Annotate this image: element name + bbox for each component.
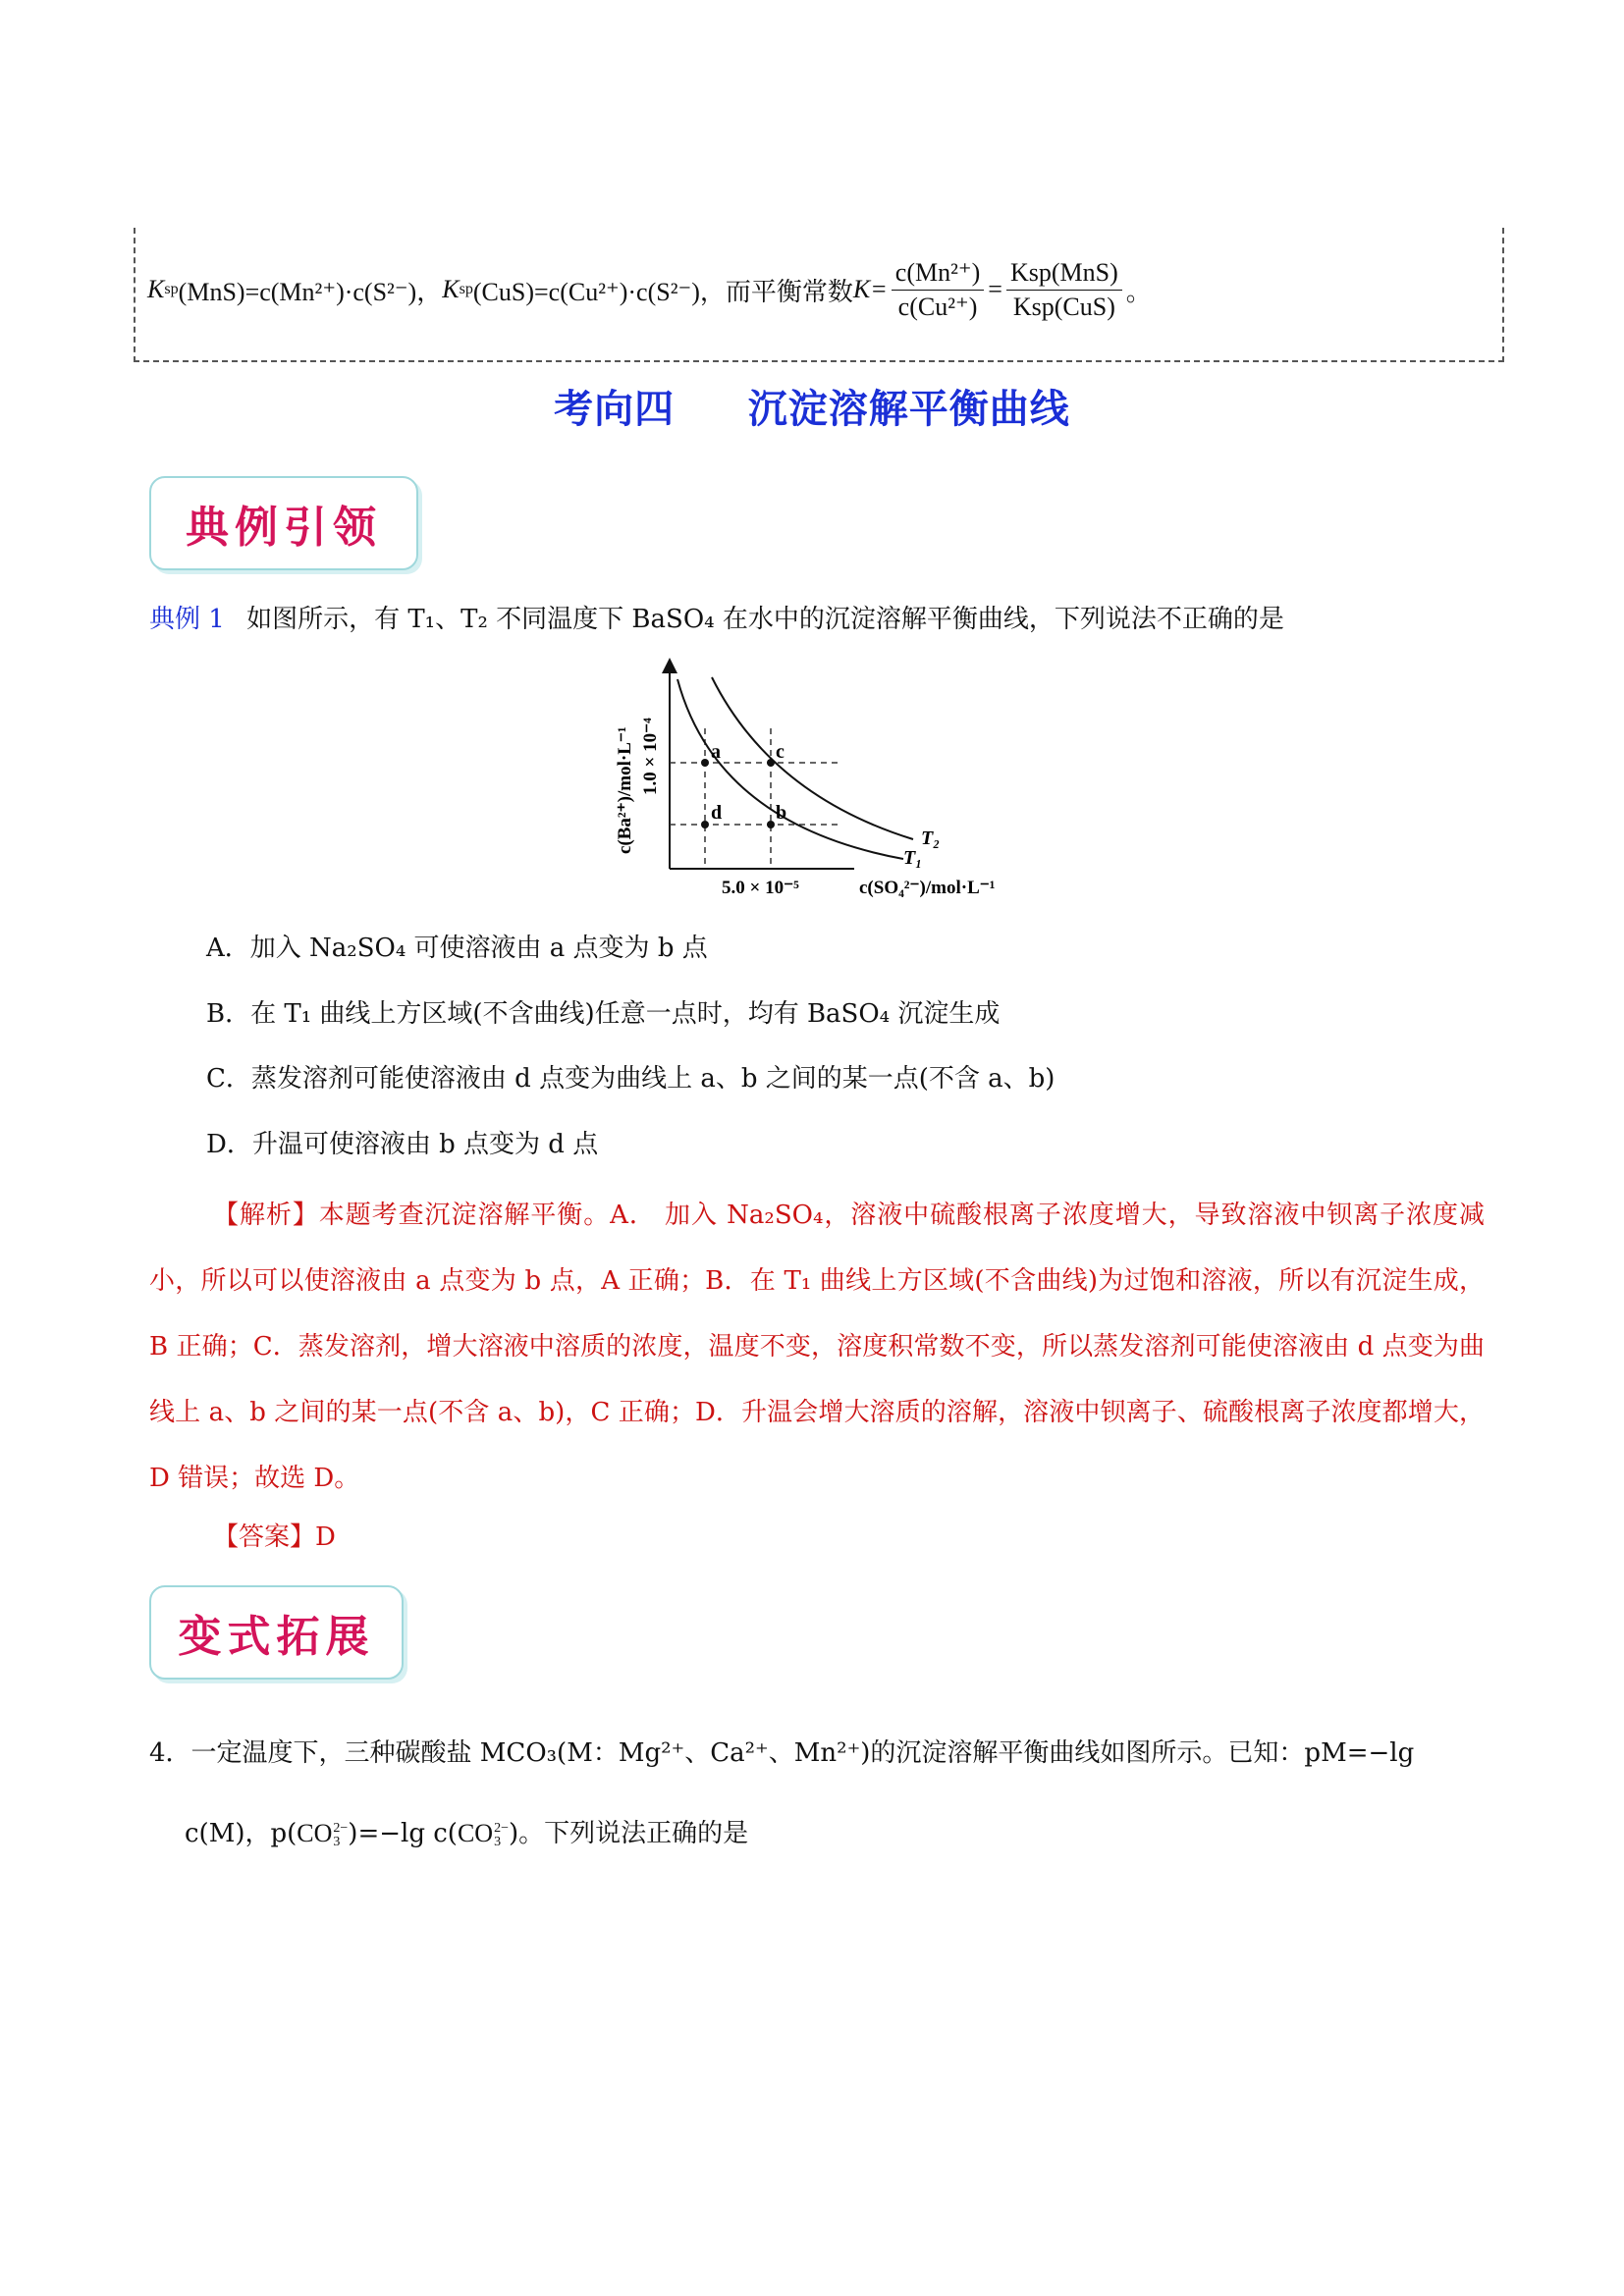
formula-equals: = <box>988 275 1002 303</box>
point-b-dot <box>767 821 775 828</box>
option-b: B．在 T₁ 曲线上方区域(不含曲线)任意一点时，均有 BaSO₄ 沉淀生成 <box>206 999 1001 1029</box>
formula-cus: (CuS)=c(Cu²⁺)·c(S²⁻)，而平衡常数 <box>472 277 853 306</box>
point-b-label: b <box>776 802 787 824</box>
formula-k1: K <box>147 275 165 303</box>
answer-text: 【答案】D <box>213 1522 336 1552</box>
option-a: A．加入 Na₂SO₄ 可使溶液由 a 点变为 b 点 <box>206 934 708 963</box>
x-tick-label: 5.0 × 10⁻⁵ <box>722 878 799 898</box>
example-label: 典例 1 <box>149 605 225 634</box>
section-title: 考向四 沉淀溶解平衡曲线 <box>554 387 1070 432</box>
fraction-ksp-numerator: Ksp(MnS) <box>1006 258 1122 291</box>
fraction-ksp-denominator: Ksp(CuS) <box>1012 292 1115 321</box>
carbonate-ion-1-base: CO <box>297 1819 333 1847</box>
analysis-text: 【解析】本题考查沉淀溶解平衡。A． 加入 Na₂SO₄，溶液中硫酸根离子浓度增大，导致溶液中钡离子浓度减小，所以可以使溶液由 a 点变为 b 点，A 正确；B．在 T₁ 曲线上方区域(不含曲线)为过饱和溶液，所以有沉淀生成，B 正确；C．蒸发溶剂，增大溶液中溶质的浓度，温度不变，溶度积常数不变，所以蒸发溶剂可能使溶液由 d 点变为曲线上 a、b 之间的某一点(不含 a、b)，C 正确；D．升温会增大溶质的溶解，溶液中钡离子、硫酸根离子浓度都增大，D 错误；故选 D。 <box>149 1201 1485 1493</box>
q4-text-b: )=−lg c( <box>348 1819 458 1848</box>
point-d-label: d <box>711 802 723 824</box>
question-4 <box>149 1713 1494 1874</box>
carbonate-ion-2 <box>458 1793 509 1874</box>
carbonate-ion-1-sup: 2− <box>333 1821 349 1837</box>
solubility-chart <box>609 658 1041 903</box>
point-a-label: a <box>711 741 721 763</box>
formula-mns: (MnS)=c(Mn²⁺)·c(S²⁻)， <box>178 277 443 306</box>
point-c-dot <box>767 759 775 767</box>
y-axis-label: c(Ba²⁺)/mol·L⁻¹ <box>615 726 635 854</box>
option-d: D．升温可使溶液由 b 点变为 d 点 <box>206 1130 599 1159</box>
carbonate-ion-2-sub: 3 <box>494 1835 502 1850</box>
curve-t1 <box>677 679 903 859</box>
q4-text-a: c(M)，p( <box>185 1819 298 1848</box>
carbonate-ion-2-base: CO <box>457 1819 494 1847</box>
question-4-line-1: 4．一定温度下，三种碳酸盐 MCO₃(M：Mg²⁺、Ca²⁺、Mn²⁺)的沉淀溶解平衡曲线如图所示。已知：pM=−lg <box>149 1738 1415 1768</box>
fraction-c <box>892 258 985 322</box>
carbonate-ion-2-sup: 2− <box>494 1821 509 1837</box>
carbonate-ion-1 <box>297 1793 348 1874</box>
point-a-dot <box>701 759 709 767</box>
fraction-ksp <box>1006 258 1122 322</box>
legend-t2: T₂ <box>921 828 941 849</box>
example-question <box>149 599 1284 635</box>
option-c: C．蒸发溶剂可能使溶液由 d 点变为曲线上 a、b 之间的某一点(不含 a、b) <box>206 1064 1056 1094</box>
question-4-line-2 <box>149 1793 1494 1874</box>
curve-t2 <box>712 677 913 839</box>
fraction-c-numerator: c(Mn²⁺) <box>892 258 985 291</box>
y-tick-label: 1.0 × 10⁻⁴ <box>640 718 661 795</box>
legend-t1: T₁ <box>903 847 923 869</box>
formula-k2: K <box>442 275 460 303</box>
fraction-c-denominator: c(Cu²⁺) <box>897 292 978 321</box>
q4-text-c: )。下列说法正确的是 <box>508 1819 749 1848</box>
formula-k-eq: K= <box>852 275 888 303</box>
carbonate-ion-1-sub: 3 <box>333 1835 341 1850</box>
x-axis-label: c(SO₄²⁻)/mol·L⁻¹ <box>859 878 996 898</box>
point-d-dot <box>701 821 709 828</box>
point-c-label: c <box>776 741 785 763</box>
example-text: 如图所示，有 T₁、T₂ 不同温度下 BaSO₄ 在水中的沉淀溶解平衡曲线，下列说法不正确的是 <box>246 605 1284 634</box>
ksp-formula: K sp (MnS)=c(Mn²⁺)·c(S²⁻)， K sp (CuS)=c(Cu²⁺)·c(S²⁻)，而平衡常数 K= $\frac{\text{c(Mn²⁺)}}{\text{c(Cu²⁺)}}$ = $\frac{\text{Ksp(MnS)}}{\text{Ksp(CuS)}}$ 。 <box>147 257 1152 321</box>
badge-typical-example: 典例引领 <box>149 476 418 570</box>
formula-end: 。 <box>1125 277 1152 306</box>
badge-variant-extension: 变式拓展 <box>149 1585 404 1680</box>
